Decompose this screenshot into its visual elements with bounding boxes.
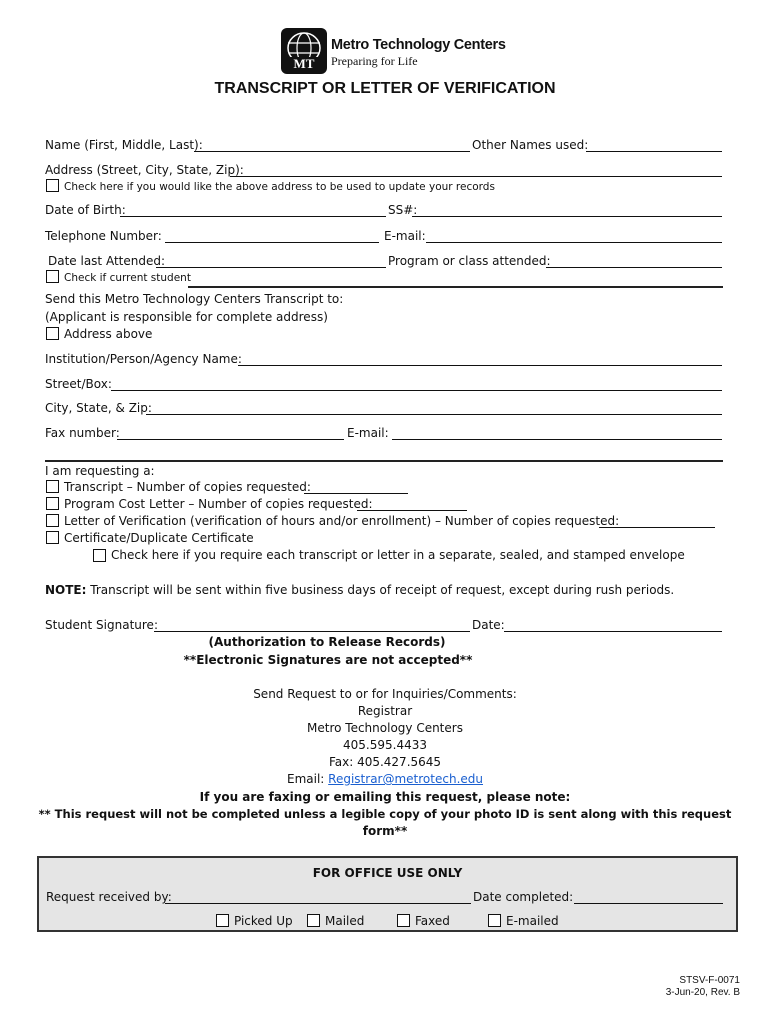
emailed-label: E-mailed [506,914,559,928]
program-cost-copies-field[interactable] [357,510,467,511]
street-label: Street/Box: [45,377,112,391]
picked-up-checkbox[interactable] [216,914,229,927]
authorization-note: (Authorization to Release Records) [208,635,446,649]
svg-text:MT: MT [293,56,315,71]
telephone-field[interactable] [165,242,379,243]
form-id: STSV-F-0071 [679,975,740,986]
transcript-label: Transcript – Number of copies requested: [64,480,311,494]
city-label: City, State, & Zip: [45,401,152,415]
other-names-label: Other Names used: [472,138,589,152]
received-by-field[interactable] [165,903,471,904]
institution-field[interactable] [238,365,722,366]
program-cost-label: Program Cost Letter – Number of copies requested: [64,497,373,511]
fax-label: Fax number: [45,426,120,440]
date-last-attended-field[interactable] [156,267,386,268]
logo-tagline: Preparing for Life [331,54,418,68]
telephone-label: Telephone Number: [45,229,162,243]
contact-email-line [0,772,770,786]
ssn-label: SS#: [388,203,418,217]
transcript-copies-field[interactable] [304,493,408,494]
emailed-checkbox[interactable] [488,914,501,927]
note-text [45,583,674,597]
contact-email-link[interactable]: Registrar@metrotech.edu [328,772,483,786]
logo-name: Metro Technology Centers [331,37,506,53]
recipient-email-label: E-mail: [347,426,389,440]
form-footer [666,975,740,999]
note-body: Transcript will be sent within five business days of receipt of request, except during rush periods. [90,583,675,597]
current-student-label: Check if current student [64,272,191,284]
date-completed-field[interactable] [574,903,723,904]
received-by-label: Request received by: [46,890,172,904]
transcript-checkbox[interactable] [46,480,59,493]
mailed-label: Mailed [325,914,365,928]
section-divider [45,460,723,462]
verification-label: Letter of Verification (verification of hours and/or enrollment) – Number of copies requested: [64,514,620,528]
date-last-attended-label: Date last Attended: [48,254,166,268]
sealed-envelope-checkbox[interactable] [93,549,106,562]
sealed-envelope-label: Check here if you require each transcript or letter in a separate, sealed, and stamped envelope [111,548,685,562]
ssn-field[interactable] [412,216,722,217]
verification-checkbox[interactable] [46,514,59,527]
email-field[interactable] [426,242,722,243]
mailed-checkbox[interactable] [307,914,320,927]
fax-email-note: If you are faxing or emailing this request, please note: [199,790,571,804]
program-field[interactable] [546,267,722,268]
address-above-label: Address above [64,327,153,341]
office-use-box [37,856,738,932]
name-field[interactable] [194,151,470,152]
photo-id-note-cont: form** [362,824,408,838]
student-signature-label: Student Signature: [45,618,158,632]
signature-date-field[interactable] [504,631,722,632]
page-title: TRANSCRIPT OR LETTER OF VERIFICATION [214,80,556,97]
recipient-email-field[interactable] [392,439,722,440]
picked-up-label: Picked Up [234,914,293,928]
office-use-heading: FOR OFFICE USE ONLY [312,866,463,880]
contact-phone: 405.595.4433 [343,738,427,752]
section-divider [188,286,723,288]
fax-field[interactable] [117,439,344,440]
update-address-checkbox[interactable] [46,179,59,192]
request-heading: I am requesting a: [45,464,155,478]
contact-org: Metro Technology Centers [307,721,463,735]
faxed-checkbox[interactable] [397,914,410,927]
email-label: E-mail: [384,229,426,243]
certificate-checkbox[interactable] [46,531,59,544]
address-above-checkbox[interactable] [46,327,59,340]
city-field[interactable] [146,414,722,415]
signature-date-label: Date: [472,618,505,632]
update-address-label: Check here if you would like the above address to be used to update your records [64,181,495,193]
address-label: Address (Street, City, State, Zip): [45,163,244,177]
street-field[interactable] [111,390,722,391]
faxed-label: Faxed [415,914,450,928]
form-revision: 3-Jun-20, Rev. B [665,987,740,998]
institution-label: Institution/Person/Agency Name: [45,352,242,366]
contact-dept: Registrar [357,704,413,718]
program-cost-checkbox[interactable] [46,497,59,510]
electronic-signature-note: **Electronic Signatures are not accepted** [183,653,473,667]
date-completed-label: Date completed: [473,890,574,904]
program-label: Program or class attended: [388,254,551,268]
dob-label: Date of Birth: [45,203,126,217]
certificate-label: Certificate/Duplicate Certificate [64,531,254,545]
send-to-note: (Applicant is responsible for complete address) [45,310,328,324]
student-signature-field[interactable] [154,631,470,632]
contact-email-label: Email: [287,772,325,786]
metro-tech-logo-icon [281,28,327,74]
send-to-heading: Send this Metro Technology Centers Transcript to: [45,292,344,306]
other-names-field[interactable] [586,151,722,152]
current-student-checkbox[interactable] [46,270,59,283]
verification-copies-field[interactable] [599,527,715,528]
dob-field[interactable] [120,216,386,217]
name-label: Name (First, Middle, Last): [45,138,203,152]
contact-intro: Send Request to or for Inquiries/Comments: [253,687,517,701]
logo [281,28,506,74]
address-field[interactable] [230,176,722,177]
note-label: NOTE: [45,583,87,597]
photo-id-note: ** This request will not be completed unless a legible copy of your photo ID is sent along with this request [38,807,732,821]
contact-fax: Fax: 405.427.5645 [328,755,442,769]
